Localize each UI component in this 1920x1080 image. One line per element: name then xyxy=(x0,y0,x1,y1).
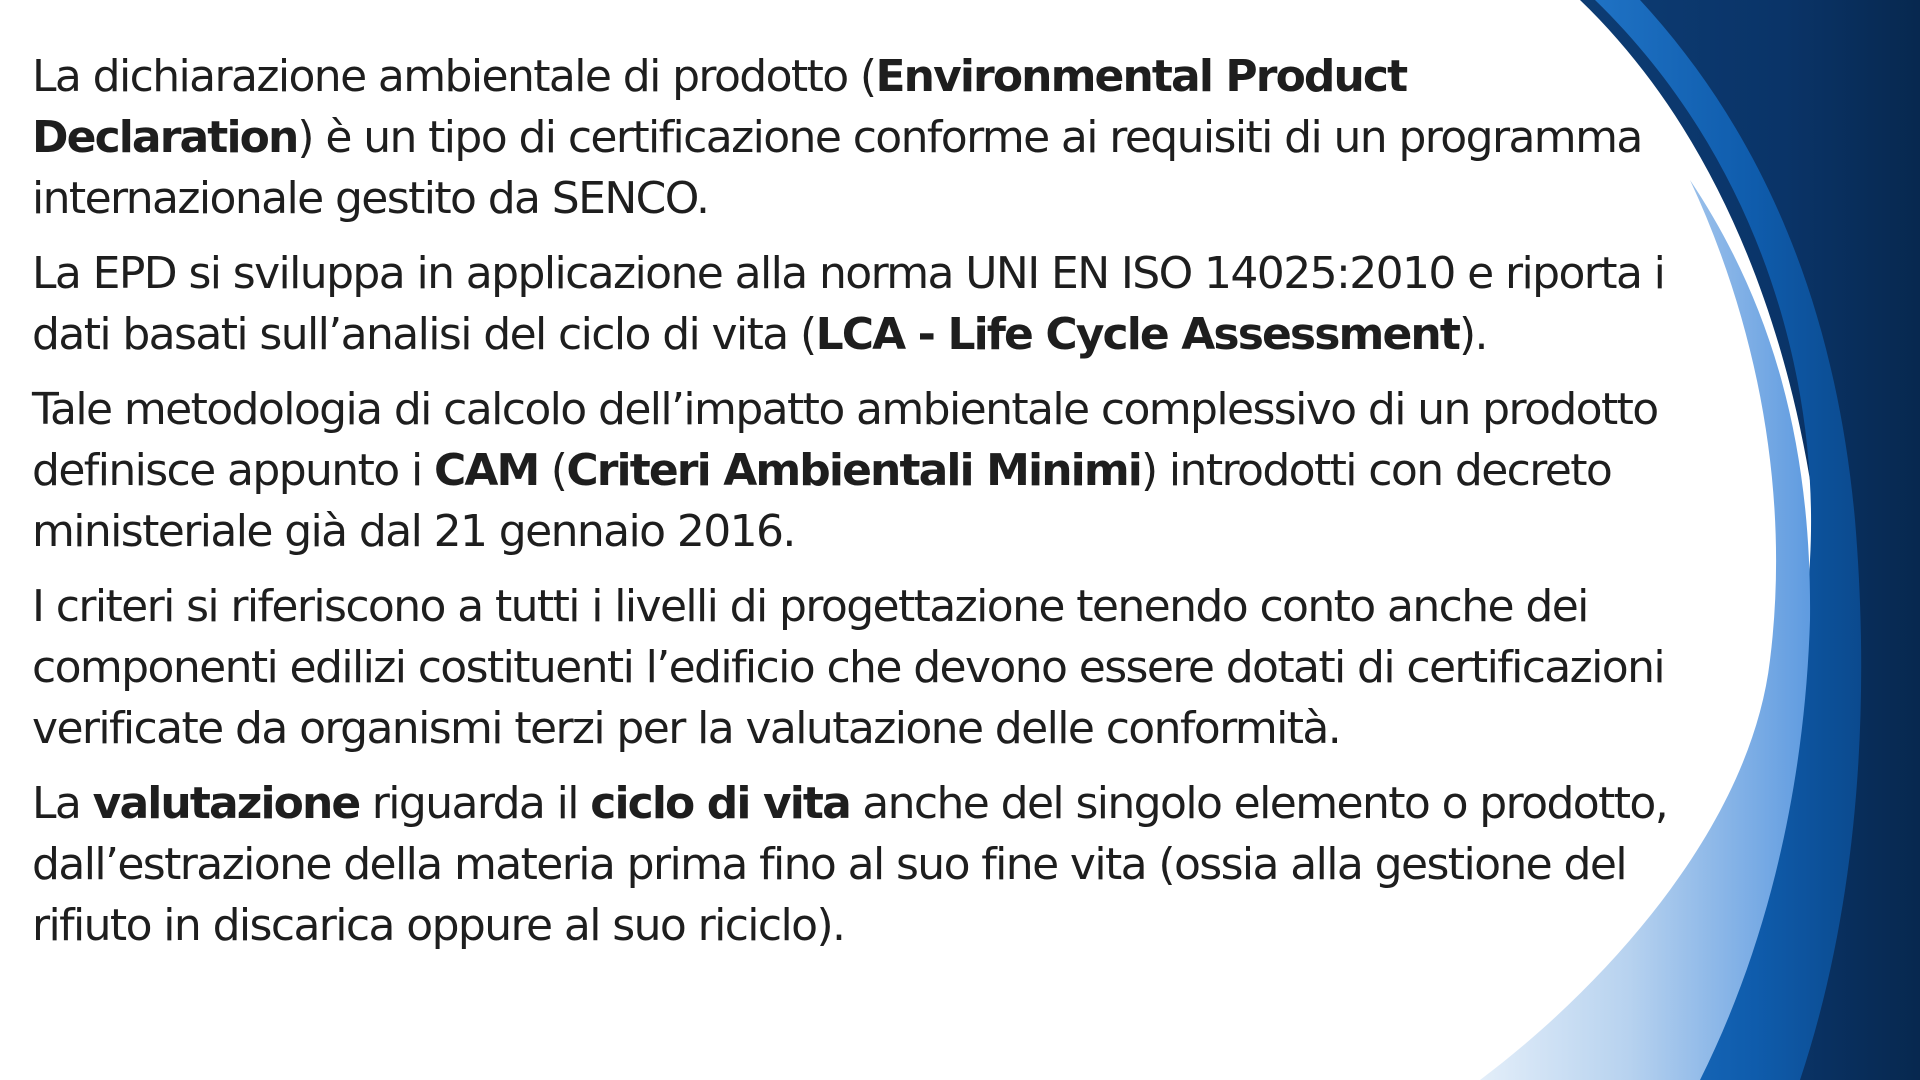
text-segment: ( xyxy=(538,445,567,496)
text-segment-bold: ciclo di vita xyxy=(590,778,850,829)
text-segment: anche del singolo elemento o prodotto, dall’estrazione della materia prima fino al suo fine vita (ossia alla gestione del rifiuto in discarica oppure al suo riciclo). xyxy=(32,778,1668,951)
text-segment: ). xyxy=(1458,309,1487,360)
text-content xyxy=(32,46,1672,956)
text-segment: Tale metodologia di calcolo dell’impatto ambientale complessivo di un prodotto definisce appunto i xyxy=(32,384,1658,496)
paragraph-evaluation xyxy=(32,773,1672,956)
text-segment: ) introdotti con decreto ministeriale già dal 21 gennaio 2016. xyxy=(32,445,1612,557)
text-segment-bold: Environmental Product Declaration xyxy=(32,51,1407,163)
text-segment: I criteri si riferiscono a tutti i livelli di progettazione tenendo conto anche dei componenti edilizi costituenti l’edificio che devono essere dotati di certificazioni verificate da organismi terzi per la valutazione delle conformità. xyxy=(32,581,1665,754)
paragraph-cam xyxy=(32,379,1672,562)
text-segment-bold: Criteri Ambientali Minimi xyxy=(566,445,1141,496)
paragraph-epd-definition xyxy=(32,46,1672,229)
paragraph-criteria xyxy=(32,576,1672,759)
text-segment: La dichiarazione ambientale di prodotto ( xyxy=(32,51,876,102)
text-segment-bold: CAM xyxy=(433,445,539,496)
text-segment: ) è un tipo di certificazione conforme ai requisiti di un programma internazionale gestito da SENCO. xyxy=(32,112,1642,224)
text-segment: riguarda il xyxy=(359,778,591,829)
paragraph-epd-norm xyxy=(32,243,1672,365)
text-segment-bold: valutazione xyxy=(92,778,360,829)
text-segment: La xyxy=(32,778,93,829)
text-segment-bold: LCA - Life Cycle Assessment xyxy=(815,309,1459,360)
text-segment: La EPD si sviluppa in applicazione alla norma UNI EN ISO 14025:2010 e riporta i dati basati sull’analisi del ciclo di vita ( xyxy=(32,248,1665,360)
